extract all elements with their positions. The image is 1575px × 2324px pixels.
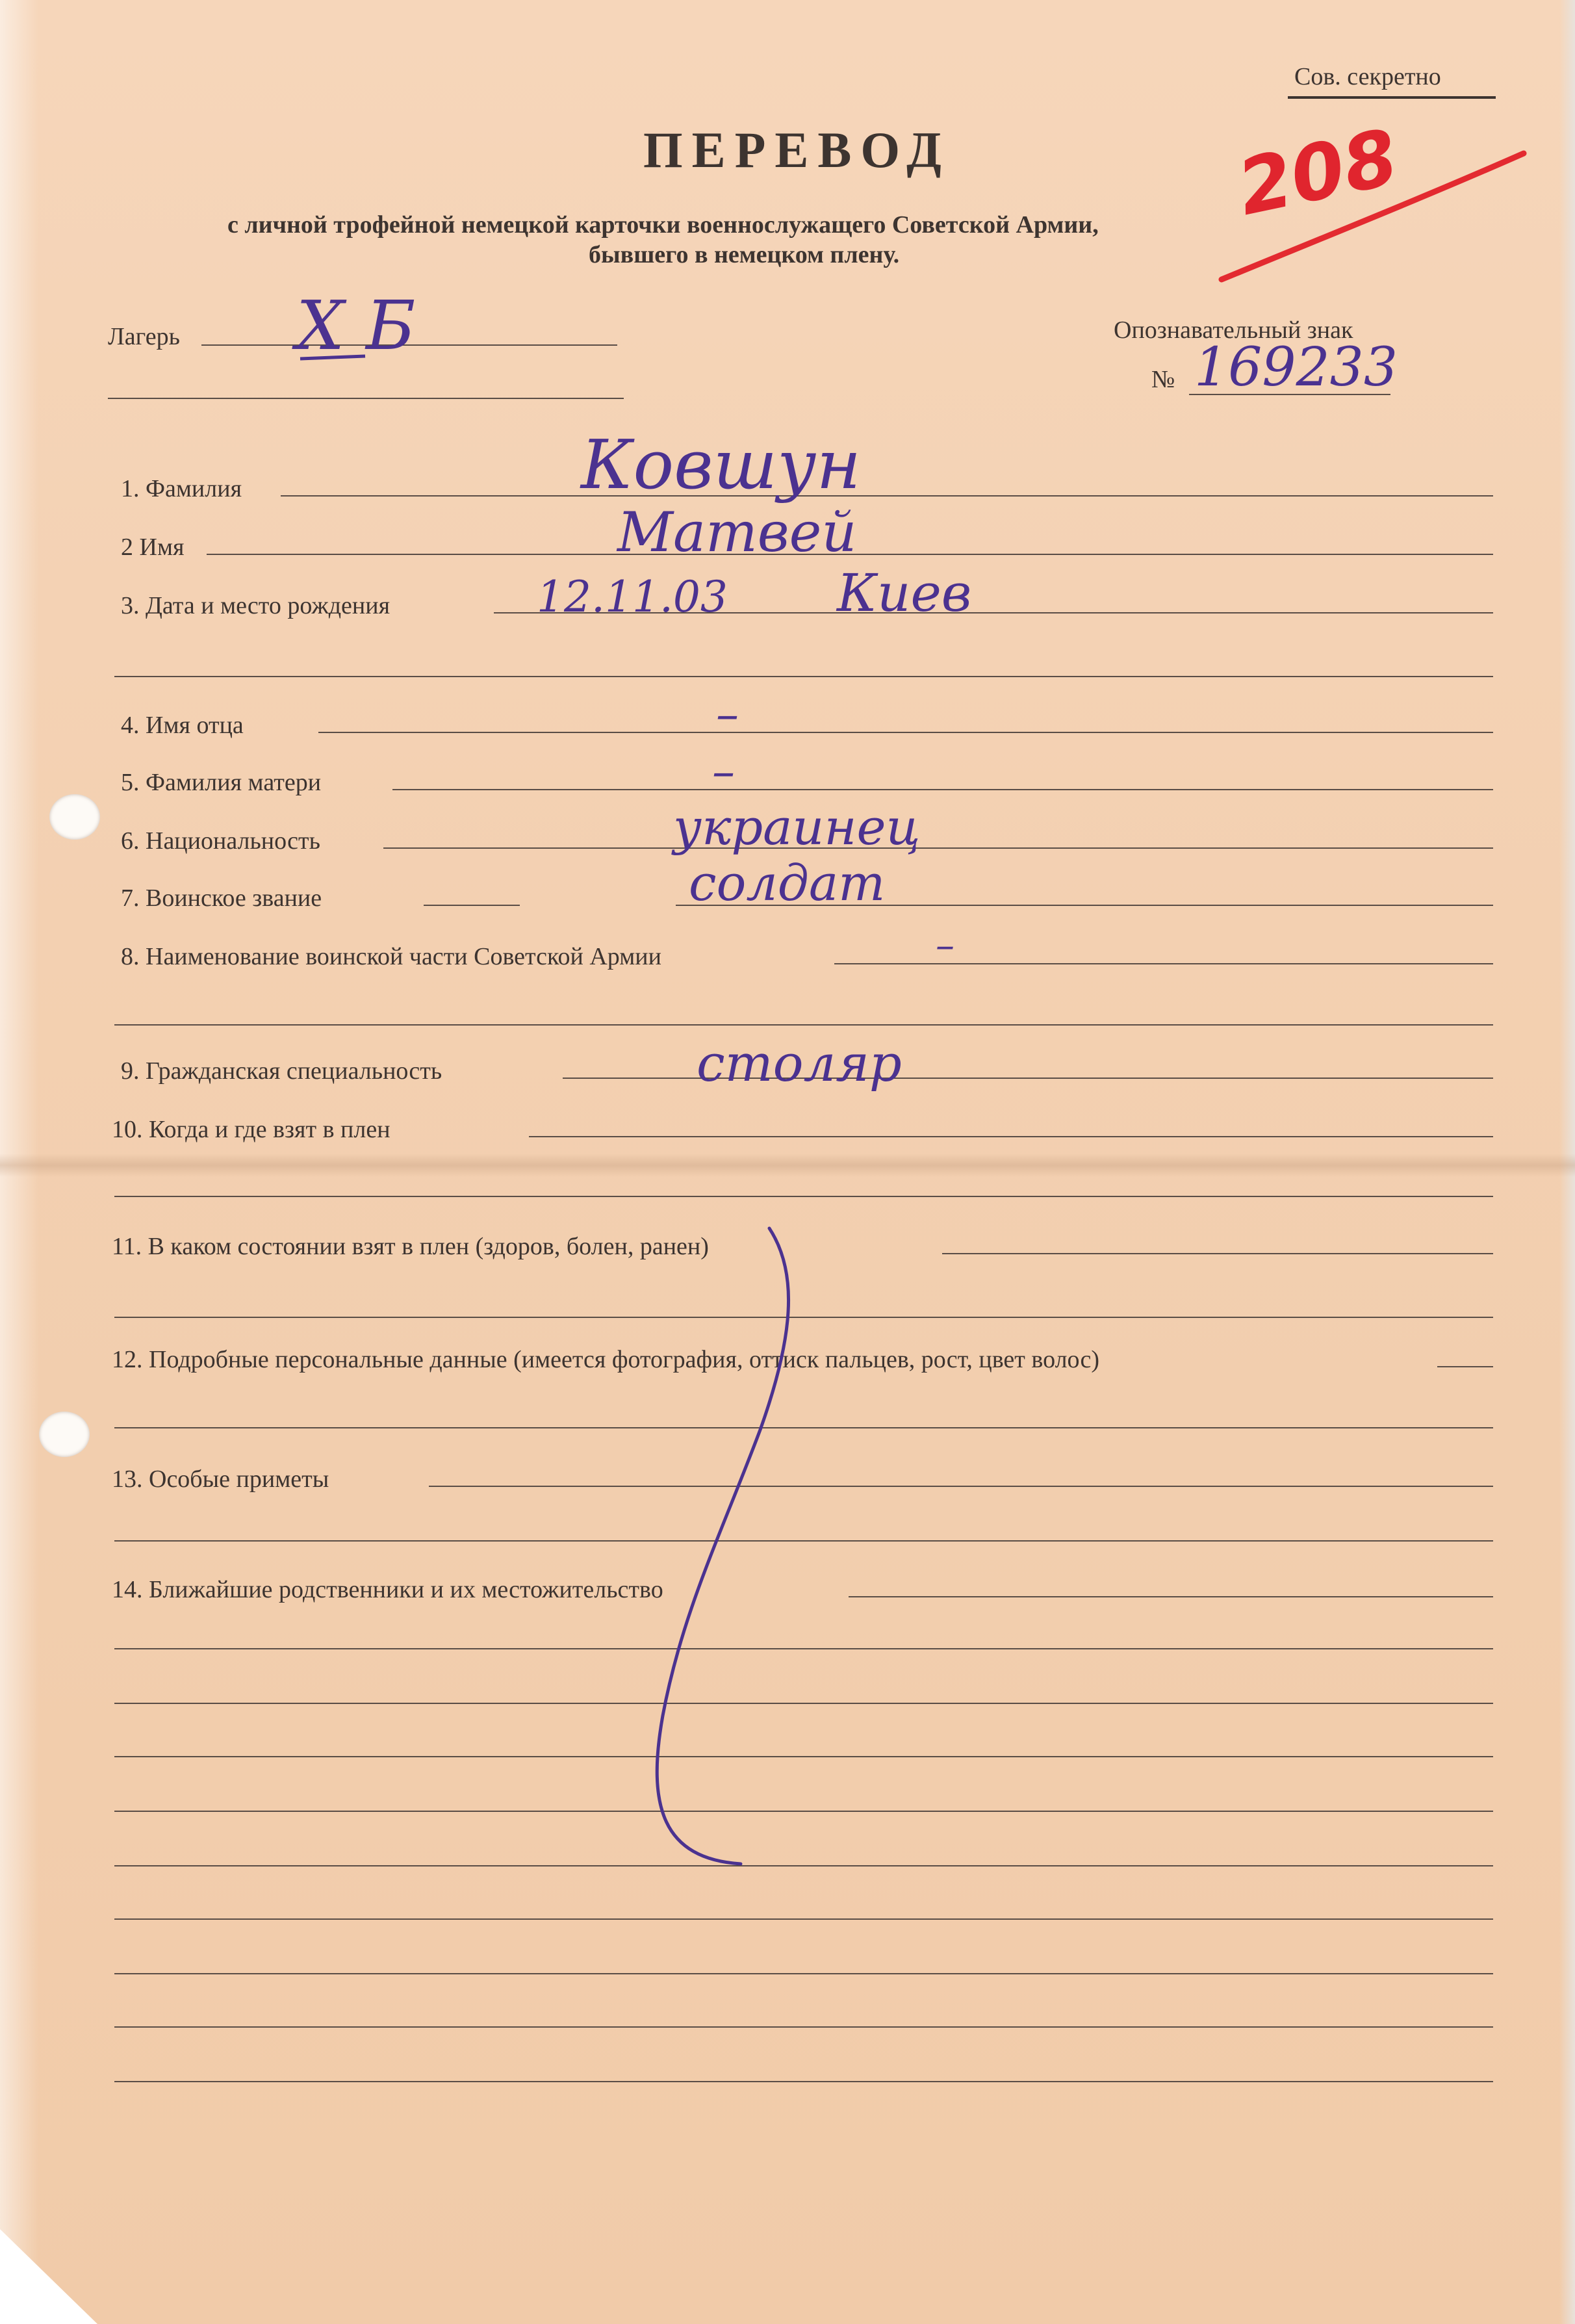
field-7-rank: солдат xyxy=(689,854,886,912)
field-7-label: 7. Воинское звание xyxy=(121,884,322,912)
camp-value: Х Б xyxy=(296,286,416,365)
field-8-value: – xyxy=(936,923,954,967)
field-4-value: – xyxy=(716,688,739,741)
camp-label: Лагерь xyxy=(108,323,180,350)
document-title: ПЕРЕВОД xyxy=(643,122,951,178)
field-6-label: 6. Национальность xyxy=(121,827,320,855)
field-8-label: 8. Наименование воинской части Советской Армии xyxy=(121,943,661,970)
field-6-nationality: украинец xyxy=(673,798,921,856)
id-tag-value: 169233 xyxy=(1194,337,1398,398)
field-2-label: 2 Имя xyxy=(121,534,185,561)
field-2-name: Матвей xyxy=(617,500,857,564)
classification-label: Сов. секретно xyxy=(1294,63,1441,90)
field-10-label: 10. Когда и где взят в плен xyxy=(112,1116,391,1143)
cancellation-stroke xyxy=(657,1228,788,1864)
field-9-label: 9. Гражданская специальность xyxy=(121,1057,442,1085)
field-5-label: 5. Фамилия матери xyxy=(121,769,322,796)
field-3-label: 3. Дата и место рождения xyxy=(121,592,391,619)
field-3-place: Киев xyxy=(837,563,972,623)
red-slash-mark xyxy=(1222,153,1524,279)
id-tag-number-prefix: № xyxy=(1151,366,1175,393)
field-1-surname: Ковшун xyxy=(581,425,861,504)
id-tag-label: Опознавательный знак xyxy=(1114,316,1353,344)
field-9-profession: столяр xyxy=(697,1035,902,1093)
field-3-date: 12.11.03 xyxy=(537,572,728,622)
camp-value-underline xyxy=(300,356,365,359)
field-14-label: 14. Ближайшие родственники и их местожительство xyxy=(112,1576,663,1603)
field-11-label: 11. В каком состоянии взят в плен (здоров, болен, ранен) xyxy=(112,1233,709,1260)
field-12-label: 12. Подробные персональные данные (имеется фотография, оттиск пальцев, рост, цвет волос) xyxy=(112,1346,1099,1373)
red-reference-number: 208 xyxy=(1230,111,1405,233)
field-13-label: 13. Особые приметы xyxy=(112,1465,329,1493)
field-4-label: 4. Имя отца xyxy=(121,712,244,739)
field-5-value: – xyxy=(712,745,735,798)
document-subtitle-line2: бывшего в немецком плену. xyxy=(589,241,900,268)
field-1-label: 1. Фамилия xyxy=(121,475,242,502)
document-subtitle-line1: с личной трофейной немецкой карточки военнослужащего Советской Армии, xyxy=(227,211,1099,239)
